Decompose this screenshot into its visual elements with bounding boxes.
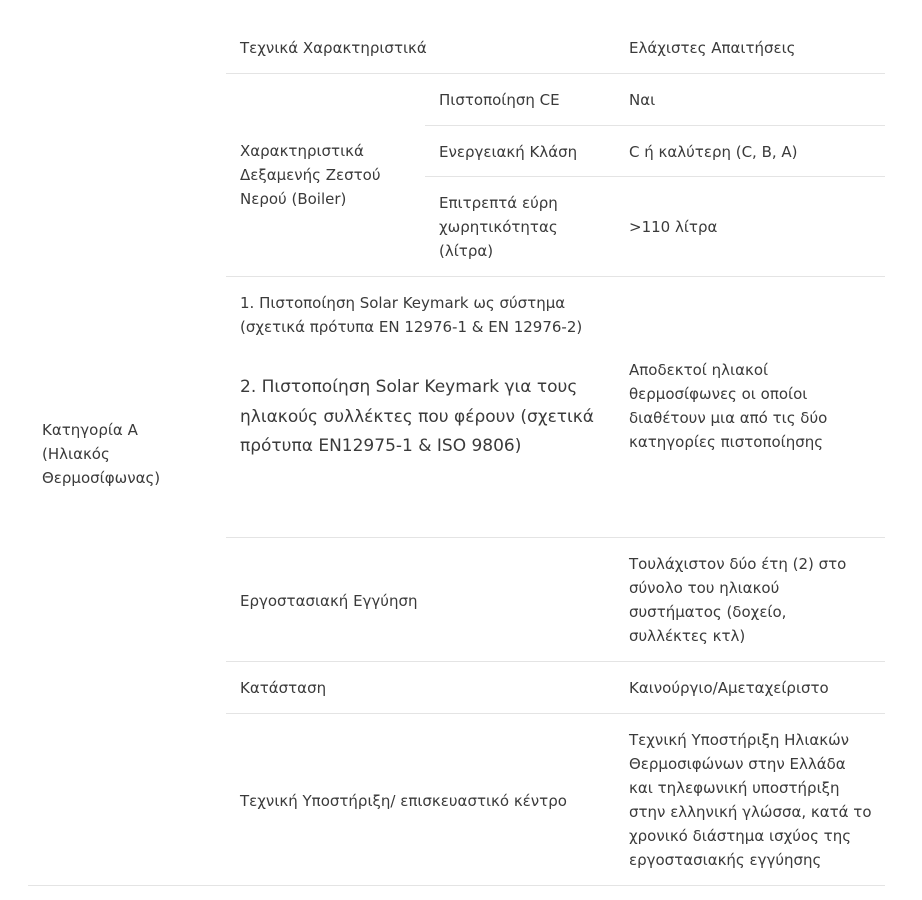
warranty-label: Εργοστασιακή Εγγύηση [240, 592, 418, 610]
boiler-ce-label: Πιστοποίηση CE [439, 91, 560, 109]
boiler-capacity-label: Επιτρεπτά εύρη χωρητικότητας (λίτρα) [439, 194, 558, 260]
row-divider [226, 537, 885, 538]
header-tech-specs: Τεχνικά Χαρακτηριστικά [240, 39, 427, 57]
condition-value: Καινούργιο/Αμεταχείριστο [629, 679, 829, 697]
support-label: Τεχνική Υποστήριξη/ επισκευαστικό κέντρο [240, 792, 567, 810]
table-bottom-border [28, 885, 885, 886]
boiler-capacity-value: >110 λίτρα [629, 218, 718, 236]
header-min-requirements: Ελάχιστες Απαιτήσεις [629, 39, 796, 57]
certification-option-2: 2. Πιστοποίηση Solar Keymark για τους ηλιακούς συλλέκτες που φέρουν (σχετικά πρότυπα EN12975-1 & ISO 9806) [240, 377, 595, 456]
boiler-energy-class-label: Ενεργειακή Κλάση [439, 143, 578, 161]
row-divider [425, 176, 885, 177]
boiler-energy-class-value: C ή καλύτερη (C, B, A) [629, 143, 798, 161]
row-divider [425, 125, 885, 126]
warranty-value: Τουλάχιστον δύο έτη (2) στο σύνολο του ηλιακού συστήματος (δοχείο, συλλέκτες κτλ) [629, 555, 847, 645]
row-divider [226, 661, 885, 662]
boiler-ce-value: Ναι [629, 91, 656, 109]
certification-value: Αποδεκτοί ηλιακοί θερμοσίφωνες οι οποίοι διαθέτουν μια από τις δύο κατηγορίες πιστοποίησης [629, 361, 828, 451]
certification-option-1: 1. Πιστοποίηση Solar Keymark ως σύστημα (σχετικά πρότυπα EN 12976-1 & EN 12976-2) [240, 294, 583, 336]
row-divider [226, 73, 885, 74]
row-divider [226, 713, 885, 714]
row-divider [226, 276, 885, 277]
support-value: Τεχνική Υποστήριξη Ηλιακών Θερμοσιφώνων στην Ελλάδα και τηλεφωνική υποστήριξη στην ελληνική γλώσσα, κατά το χρονικό διάστημα ισχύος της εργοστασιακής εγγύησης [629, 731, 872, 869]
category-a-label: Κατηγορία Α (Ηλιακός Θερμοσίφωνας) [42, 421, 161, 487]
condition-label: Κατάσταση [240, 679, 327, 697]
boiler-group-label: Χαρακτηριστικά Δεξαμενής Ζεστού Νερού (Boiler) [240, 142, 381, 208]
